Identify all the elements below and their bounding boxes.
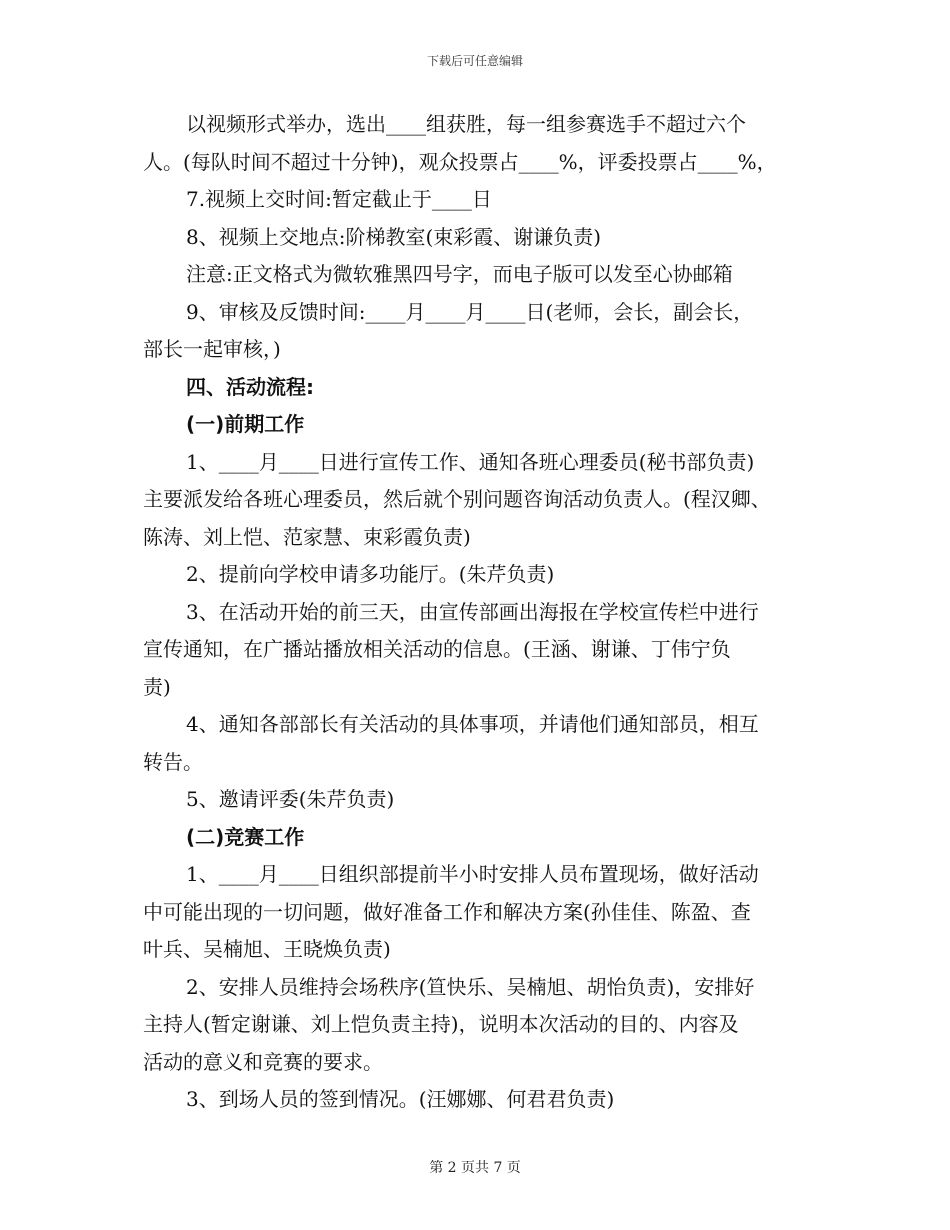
- section-heading: (二)竞赛工作: [186, 824, 305, 849]
- section-heading: 四、活动流程:: [186, 374, 314, 399]
- text-line: 注意:正文格式为微软雅黑四号字，而电子版可以发至心协邮箱: [186, 262, 733, 286]
- page-header: 下载后可任意编辑: [426, 54, 523, 68]
- text-line: 1、____月____日组织部提前半小时安排人员布置现场，做好活动: [186, 862, 759, 886]
- document-body: [143, 106, 815, 1119]
- text-line: 中可能出现的一切问题，做好准备工作和解决方案(孙佳佳、陈盈、查: [143, 899, 751, 924]
- text-line: 3、到场人员的签到情况。(汪娜娜、何君君负责): [186, 1087, 615, 1111]
- text-line: 2、安排人员维持会场秩序(笪快乐、吴楠旭、胡怡负责)，安排好: [186, 974, 755, 999]
- text-line: 8、视频上交地点:阶梯教室(束彩霞、谢谦负责): [186, 224, 602, 249]
- text-line: 宣传通知，在广播站播放相关活动的信息。(王涵、谢谦、丁伟宁负: [143, 637, 731, 661]
- page-footer: 第 2 页共 7 页: [429, 1160, 521, 1176]
- text-line: 主持人(暂定谢谦、刘上恺负责主持)，说明本次活动的目的、内容及: [143, 1012, 739, 1036]
- text-line: 人。(每队时间不超过十分钟)，观众投票占____%，评委投票占____%，: [143, 149, 777, 174]
- text-line: 以视频形式举办，选出____组获胜，每一组参赛选手不超过六个: [186, 112, 746, 136]
- text-line: 3、在活动开始的前三天，由宣传部画出海报在学校宣传栏中进行: [186, 599, 759, 624]
- text-line: 叶兵、吴楠旭、王晓焕负责): [143, 937, 391, 961]
- text-line: 9、审核及反馈时间:____月____月____日(老师，会长，副会长，: [186, 299, 754, 324]
- text-line: 责): [143, 674, 171, 699]
- section-heading: (一)前期工作: [186, 412, 305, 436]
- text-line: 1、____月____日进行宣传工作、通知各班心理委员(秘书部负责): [186, 449, 755, 474]
- text-line: 7.视频上交时间:暂定截止于____日: [186, 187, 492, 211]
- text-line: 活动的意义和竞赛的要求。: [143, 1049, 383, 1074]
- text-line: 4、通知各部部长有关活动的具体事项，并请他们通知部员，相互: [186, 712, 759, 736]
- text-line: 陈涛、刘上恺、范家慧、束彩霞负责): [143, 524, 471, 549]
- text-line: 主要派发给各班心理委员，然后就个别问题咨询活动负责人。(程汉卿、: [143, 487, 771, 511]
- text-line: 2、提前向学校申请多功能厅。(朱芹负责): [186, 562, 555, 586]
- text-line: 转告。: [143, 749, 203, 774]
- text-line: 部长一起审核，): [143, 337, 281, 361]
- text-line: 5、邀请评委(朱芹负责): [186, 787, 395, 811]
